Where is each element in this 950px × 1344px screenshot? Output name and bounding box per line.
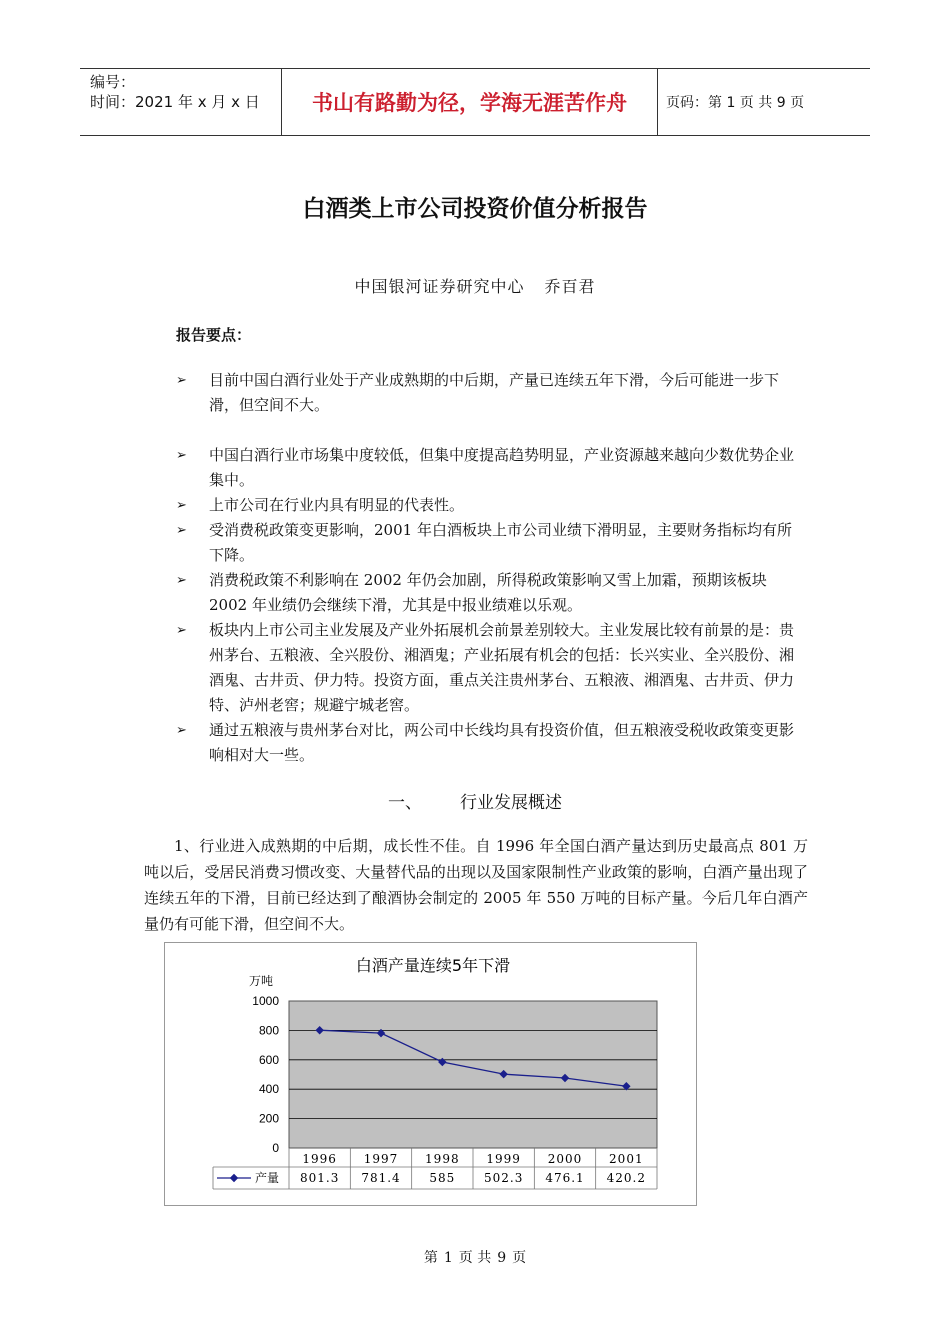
arrow-bullet-icon: ➢ (176, 723, 187, 738)
doc-time-label: 时间：2021 年 x 月 x 日 (90, 93, 260, 111)
bullet-item: ➢ 上市公司在行业内具有明显的代表性。 (172, 493, 802, 518)
legend-label: 产量 (255, 1171, 280, 1185)
y-tick-label: 1000 (252, 994, 279, 1008)
section-title: 行业发展概述 (460, 793, 562, 813)
x-tick-label: 2001 (609, 1152, 644, 1166)
chart-title: 白酒产量连续5年下滑 (355, 956, 511, 975)
chart-canvas (165, 943, 696, 1205)
x-tick-label: 1996 (302, 1152, 337, 1166)
data-label: 420.2 (606, 1171, 647, 1185)
footer-text: 页 (512, 1250, 527, 1266)
body-paragraph: 1、行业进入成熟期的中后期，成长性不佳。自 1996 年全国白酒产量达到历史最高点 801 万吨以后，受居民消费习惯改变、大量替代品的出现以及国家限制性产业政策的影响，白酒产量出现了连续五年的下滑，目前已经达到了酿酒协会制定的 2005 年 550 万吨的目标产量。今后几年白酒产量仍有可能下滑，但空间不大。 (144, 837, 808, 933)
x-tick-label: 1997 (363, 1152, 399, 1166)
header-meta (80, 69, 282, 135)
arrow-bullet-icon: ➢ (176, 448, 187, 463)
section-heading (0, 788, 950, 813)
legend-marker (230, 1174, 238, 1182)
data-label: 801.3 (299, 1171, 340, 1185)
x-tick-label: 2000 (547, 1152, 583, 1166)
key-points-heading: 报告要点： (176, 326, 252, 344)
footer-text: 页 共 (458, 1250, 492, 1266)
y-tick-label: 400 (258, 1082, 279, 1097)
bullet-item: ➢ 板块内上市公司主业发展及产业外拓展机会前景差别较大。主业发展比较有前景的是：贵州茅台、五粮液、全兴股份、湘酒鬼；产业拓展有机会的包括：长兴实业、全兴股份、湘酒鬼、古井贡、伊力特。投资方面，重点关注贵州茅台、五粮液、湘酒鬼、古井贡、伊力特、泸州老窖；规避宁城老窖。 (172, 618, 802, 718)
doc-number-label: 编号： (90, 73, 136, 91)
section-number: 一、 (388, 793, 422, 813)
y-tick-label: 800 (258, 1023, 279, 1038)
arrow-bullet-icon: ➢ (176, 523, 187, 538)
key-points-list (172, 368, 802, 768)
data-label: 502.3 (483, 1171, 524, 1185)
y-tick-label: 600 (258, 1052, 279, 1067)
author-line (0, 274, 950, 297)
header-page-info: 页码：第 1 页 共 9 页 (666, 95, 805, 111)
x-tick-label: 1998 (425, 1152, 460, 1166)
author-name: 乔百君 (544, 277, 596, 296)
arrow-bullet-icon: ➢ (176, 573, 187, 588)
data-label: 476.1 (545, 1171, 585, 1185)
bullet-item: ➢ 目前中国白酒行业处于产业成熟期的中后期，产量已连续五年下滑，今后可能进一步下滑，但空间不大。 (172, 368, 802, 418)
y-tick-label: 0 (272, 1141, 279, 1155)
y-axis-unit-label: 万吨 (249, 974, 274, 988)
arrow-bullet-icon: ➢ (176, 498, 187, 513)
arrow-bullet-icon: ➢ (176, 623, 187, 638)
production-chart (164, 942, 697, 1206)
y-tick-label: 200 (258, 1111, 279, 1126)
page-header (80, 68, 870, 136)
header-motto: 书山有路勤为径，学海无涯苦作舟 (282, 69, 658, 135)
data-label: 781.4 (361, 1171, 401, 1185)
bullet-item: ➢ 消费税政策不利影响在 2002 年仍会加剧，所得税政策影响又雪上加霜，预期该板块 2002 年业绩仍会继续下滑，尤其是中报业绩难以乐观。 (172, 568, 802, 618)
footer-page-number: 1 (443, 1250, 453, 1266)
arrow-bullet-icon: ➢ (176, 373, 187, 388)
bullet-item: ➢ 通过五粮液与贵州茅台对比，两公司中长线均具有投资价值，但五粮液受税收政策变更影响相对大一些。 (172, 718, 802, 768)
bullet-item: ➢ 中国白酒行业市场集中度较低，但集中度提高趋势明显，产业资源越来越向少数优势企业集中。 (172, 443, 802, 493)
author-org: 中国银河证券研究中心 (354, 277, 525, 296)
report-title: 白酒类上市公司投资价值分析报告 (302, 196, 648, 222)
bullet-item: ➢ 受消费税政策变更影响，2001 年白酒板块上市公司业绩下滑明显，主要财务指标均有所下降。 (172, 518, 802, 568)
data-label: 585 (429, 1171, 456, 1185)
footer-text: 第 (423, 1250, 438, 1266)
x-tick-label: 1999 (486, 1152, 521, 1166)
plot-area (289, 1001, 657, 1148)
footer-total-pages: 9 (497, 1250, 507, 1266)
page-footer (0, 1247, 950, 1267)
